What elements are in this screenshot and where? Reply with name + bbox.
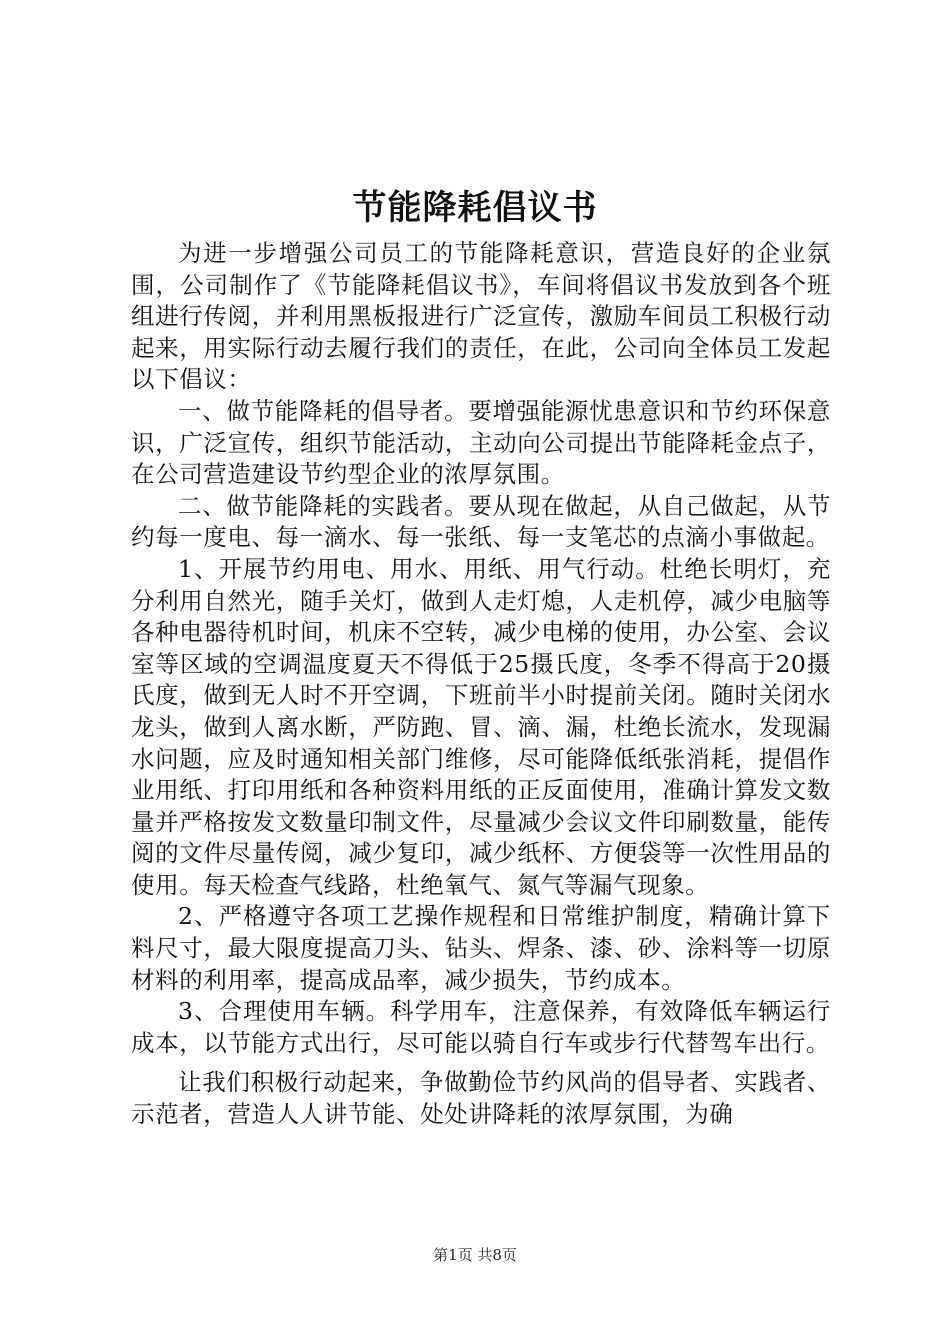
page-footer: 第1页 共8页 [433, 1246, 517, 1264]
paragraph-closing: 让我们积极行动起来，争做勤俭节约风尚的倡导者、实践者、示范者，营造人人讲节能、处处讲降耗的浓厚氛围，为确 [131, 1068, 831, 1129]
paragraph-item-3: 3、合理使用车辆。科学用车，注意保养，有效降低车辆运行成本，以节能方式出行，尽可能以骑自行车或步行代替驾车出行。 [131, 997, 831, 1057]
document-body [131, 238, 831, 1131]
document-title: 节能降耗倡议书 [352, 188, 598, 228]
paragraph-practitioner: 二、做节能降耗的实践者。要从现在做起，从自己做起，从节约每一度电、每一滴水、每一张纸、每一支笔芯的点滴小事做起。 [131, 491, 831, 552]
paragraph-item-1: 1、开展节约用电、用水、用纸、用气行动。杜绝长明灯，充分利用自然光，随手关灯，做到人走灯熄，人走机停，减少电脑等各种电器待机时间，机床不空转，减少电梯的使用，办公室、会议室等区域的空调温度夏天不得低于25摄氏度，冬季不得高于20摄氏度，做到无人时不开空调，下班前半小时提前关闭。随时关闭水龙头，做到人离水断，严防跑、冒、滴、漏，杜绝长流水，发现漏水问题，应及时通知相关部门维修，尽可能降低纸张消耗，提倡作业用纸、打印用纸和各种资料用纸的正反面使用，准确计算发文数量并严格按发文数量印制文件，尽量减少会议文件印刷数量，能传阅的文件尽量传阅，减少复印，减少纸杯、方便袋等一次性用品的使用。每天检查气线路，杜绝氧气、氮气等漏气现象。 [131, 554, 831, 899]
paragraph-advocate: 一、做节能降耗的倡导者。要增强能源忧患意识和节约环保意识，广泛宣传，组织节能活动，主动向公司提出节能降耗金点子，在公司营造建设节约型企业的浓厚氛围。 [131, 396, 831, 489]
paragraph-item-2: 2、严格遵守各项工艺操作规程和日常维护制度，精确计算下料尺寸，最大限度提高刀头、钻头、焊条、漆、砂、涂料等一切原材料的利用率，提高成品率，减少损失，节约成本。 [131, 902, 831, 994]
paragraph-intro: 为进一步增强公司员工的节能降耗意识，营造良好的企业氛围，公司制作了《节能降耗倡议书》，车间将倡议书发放到各个班组进行传阅，并利用黑板报进行广泛宣传，激励车间员工积极行动起来，用实际行动去履行我们的责任，在此，公司向全体员工发起以下倡议： [131, 239, 831, 394]
